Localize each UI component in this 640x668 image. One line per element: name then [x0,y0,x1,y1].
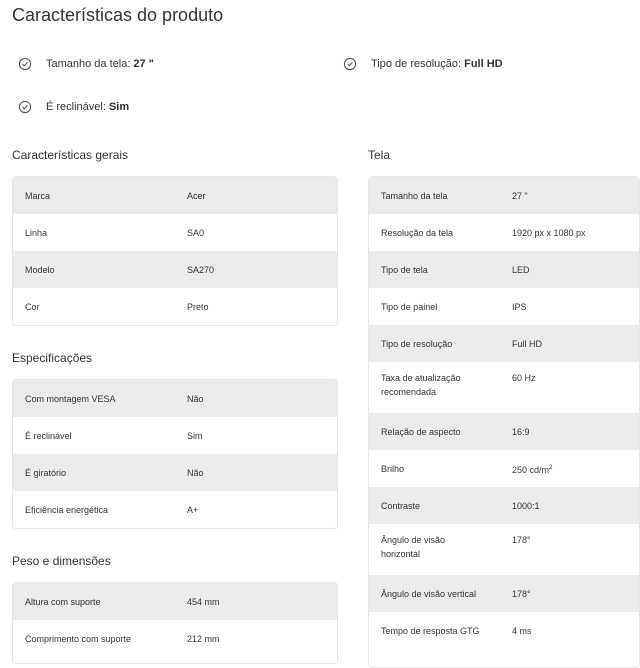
section-title-gerais: Características gerais [12,148,129,162]
highlight-reclinable [16,98,129,116]
row-label: Tempo de resposta GTG [381,625,480,636]
row-label: Ângulo de visão horizontal [381,535,446,559]
row-label: Tipo de tela [381,264,428,275]
section-title-peso: Peso e dimensões [12,554,111,568]
table-row [369,450,639,487]
row-value: LED [512,264,530,275]
highlight-value: 27 " [133,58,154,70]
row-label: Com montagem VESA [25,393,116,404]
table-row [369,362,639,413]
table-row [369,612,639,649]
row-label: Modelo [25,264,55,275]
highlight-value: Sim [108,101,130,113]
row-value: Preto [187,301,209,312]
row-value: Não [187,393,204,404]
row-value-text: 250 cd/m [512,464,550,475]
row-value: Acer [187,190,206,201]
table-row [369,487,639,524]
highlight-label: É reclinável: [46,101,106,113]
spec-table-tela [368,176,640,668]
row-label: É giratório [25,467,67,478]
table-row [13,288,337,325]
table-row [369,524,639,575]
highlight-screen-size [16,55,154,73]
row-label: Ângulo de visão vertical [381,588,477,599]
table-row [369,214,639,251]
row-value: 16:9 [512,426,530,437]
row-label: Resolução da tela [381,227,454,238]
row-label: Marca [25,190,51,201]
check-circle-icon [16,98,34,116]
table-row [13,583,337,620]
row-value: 60 Hz [512,373,536,383]
table-row [369,177,639,214]
row-label: Brilho [381,463,405,474]
row-value: 178° [512,588,531,599]
row-value: Full HD [512,338,543,349]
table-row [369,413,639,450]
spec-table-gerais [12,176,338,326]
row-value: SA0 [187,227,205,238]
highlight-value: Full HD [464,58,503,70]
row-value: IPS [512,301,527,312]
row-value: 212 mm [187,633,220,644]
table-row [13,251,337,288]
row-label: Altura com suporte [25,596,101,607]
table-row [13,380,337,417]
row-label: Tipo de resolução [381,338,453,349]
table-row [13,177,337,214]
row-value: Não [187,467,204,478]
row-label: Tipo de painel [381,301,438,312]
page-title: Características do produto [12,5,224,25]
highlight-label: Tipo de resolução: [371,58,462,70]
row-label: É reclinável [25,430,72,441]
table-row [13,454,337,491]
row-value [512,461,552,477]
row-value: 1000:1 [512,500,540,511]
spec-table-peso [12,582,338,664]
row-value: 1920 px x 1080 px [512,227,586,238]
table-row [369,288,639,325]
row-value: 27 " [512,190,528,201]
table-row [369,325,639,362]
row-label: Eficiência energética [25,504,109,515]
row-label: Taxa de atualização recomendada [381,373,461,397]
section-title-especificacoes: Especificações [12,351,93,365]
row-label: Linha [25,227,48,238]
row-value: 4 ms [512,625,532,636]
section-title-tela: Tela [368,148,391,162]
row-value-sup: 2 [549,464,553,471]
check-circle-icon [16,55,34,73]
check-circle-icon [341,55,359,73]
row-value: 178° [512,535,531,545]
table-row [369,251,639,288]
row-label: Contraste [381,500,421,511]
highlight-label: Tamanho da tela: [46,58,131,70]
row-label: Tamanho da tela [381,190,448,201]
table-row [13,417,337,454]
row-label: Relação de aspecto [381,426,461,437]
table-row [13,214,337,251]
row-value: 454 mm [187,596,220,607]
table-row [13,620,337,657]
table-row [13,491,337,528]
row-label: Cor [25,301,40,312]
table-row [369,575,639,612]
row-value: SA270 [187,264,215,275]
row-value: A+ [187,504,199,515]
row-value: Sim [187,430,203,441]
highlight-resolution-type [341,55,503,73]
row-label: Comprimento com suporte [25,633,132,644]
spec-table-especificacoes [12,379,338,529]
